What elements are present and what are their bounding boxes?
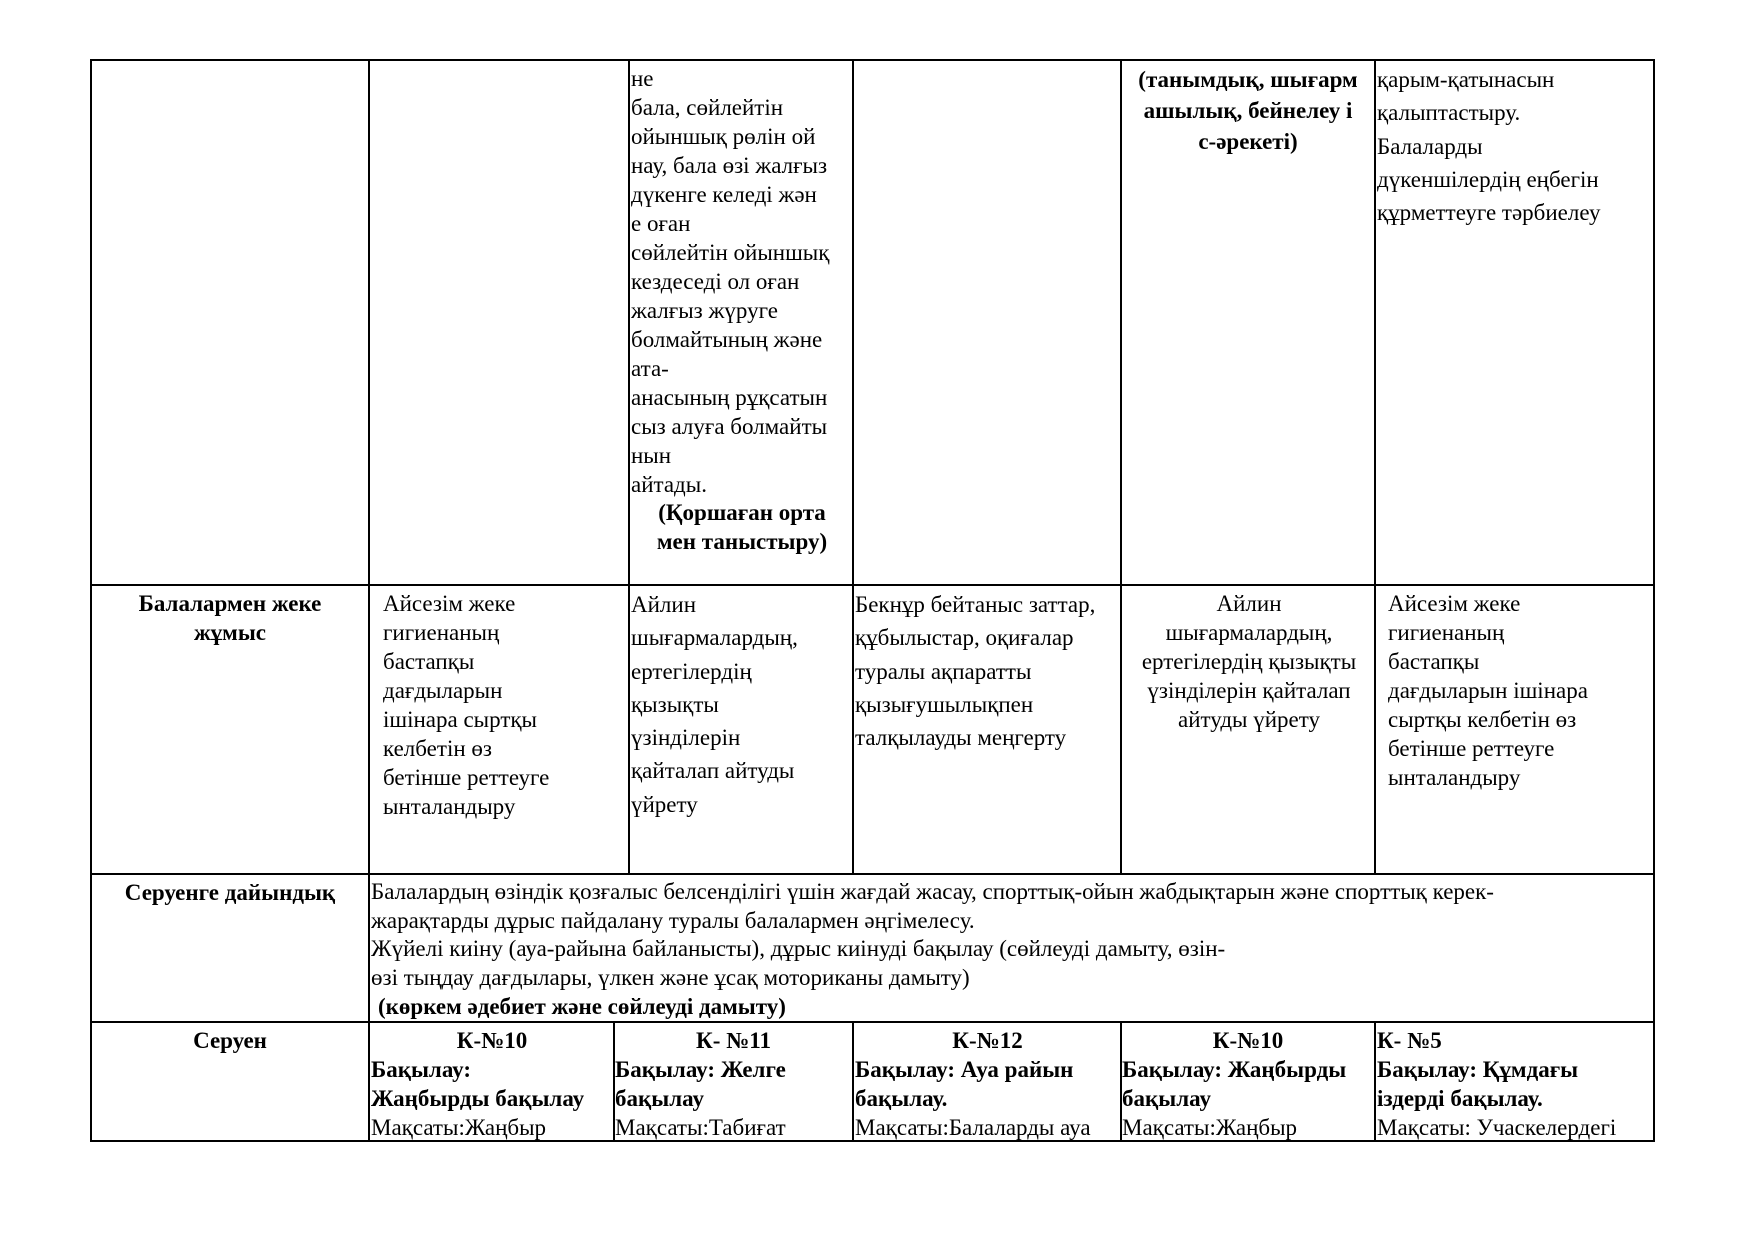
row2-col5-text: Айлин шығармалардың, ертегілердің қызықты үзінділерін қайталап айтуды үйрету [1141, 591, 1357, 732]
column-divider [368, 59, 370, 875]
row1-col3-bold: (Қоршаған орта мен таныстыру) [656, 500, 828, 554]
observation-title: Бақылау: Жаңбырды бақылау [371, 1057, 585, 1111]
card-number: К-№10 [456, 1028, 528, 1053]
column-divider [368, 1021, 370, 1142]
row2-label: Балалармен жеке жұмыс [138, 591, 322, 645]
row3-text: Балалардың өзіндік қозғалыс белсенділігі үшін жағдай жасау, спорттық-ойын жабдықтарын және спорттық керек- жарақтарды дұрыс пайдалану туралы балалармен әңгімелесу. Жүйелі киіну (ауа-райына байланысты), дұрыс киінуді бақылау (сөйлеуді дамыту, өзін- өзі тыңдау дағдылары, үлкен және ұсақ моториканы дамыту) [371, 879, 1494, 990]
row2-col4-text: Бекнұр бейтаныс заттар, құбылыстар, оқиғалар туралы ақпаратты қызығушылықпен талқылауды меңгерту [855, 592, 1096, 751]
card-number: К-№12 [952, 1028, 1023, 1053]
row-divider [90, 1021, 1655, 1023]
card-number: К-№10 [1212, 1028, 1284, 1053]
row2-col6-text: Айсезім жеке гигиенаның бастапқы дағдыларын ішінара сыртқы келбетін өз бетінше реттеуге ынталандыру [1388, 591, 1588, 790]
observation-title: Бақылау: Құмдағы іздерді бақылау. [1377, 1057, 1579, 1111]
column-divider [852, 1021, 854, 1142]
column-divider [1374, 59, 1376, 875]
row1-col3-text: не бала, сөйлейтін ойыншық рөлін ой нау, бала өзі жалғыз дүкенге келеді жән е оған сөйлейтін ойыншық кездеседі ол оған жалғыз жүруге болмайтының және ата- анасының рұқсатын сыз алуға болмайты нын айтады. [631, 66, 830, 497]
row-divider [90, 873, 1655, 875]
observation-goal: Мақсаты:Жаңбыр [1122, 1115, 1298, 1140]
column-divider [368, 873, 370, 1023]
observation-title: Бақылау: Желге бақылау [615, 1057, 786, 1111]
observation-goal: Мақсаты:Балаларды ауа [855, 1115, 1091, 1140]
row2-col3-text: Айлин шығармалардың, ертегілердің қызықты үзінділерін қайталап айтуды үйрету [631, 592, 798, 817]
row3-bold: (көркем әдебиет және сөйлеуді дамыту) [378, 994, 786, 1019]
row-divider [90, 584, 1655, 586]
row1-col5-bold: (танымдық, шығарм ашылық, бейнелеу і с-әрекеті) [1138, 67, 1358, 154]
row2-col2-text: Айсезім жеке гигиенаның бастапқы дағдыларын ішінара сыртқы келбетін өз бетінше реттеуге ынталандыру [383, 591, 550, 819]
column-divider [1374, 1021, 1376, 1142]
table-border-top [90, 59, 1655, 61]
observation-goal: Мақсаты:Жаңбыр [371, 1115, 547, 1140]
observation-title: Бақылау: Ауа райын бақылау. [855, 1057, 1074, 1111]
observation-goal: Мақсаты: Учаскелердегі [1377, 1115, 1617, 1140]
table-border-right [1653, 59, 1655, 1142]
row3-label: Серуенге дайындық [124, 880, 336, 905]
observation-goal: Мақсаты:Табиғат [615, 1115, 786, 1140]
column-divider [628, 59, 630, 875]
row1-col6-text: қарым-қатынасын қалыптастыру. Балаларды дүкеншілердің еңбегін құрметтеуге тәрбиелеу [1377, 67, 1601, 226]
card-number: К- №5 [1377, 1028, 1442, 1053]
row4-label: Серуен [193, 1028, 267, 1053]
card-number: К- №11 [696, 1028, 771, 1053]
observation-title: Бақылау: Жаңбырды бақылау [1122, 1057, 1347, 1111]
